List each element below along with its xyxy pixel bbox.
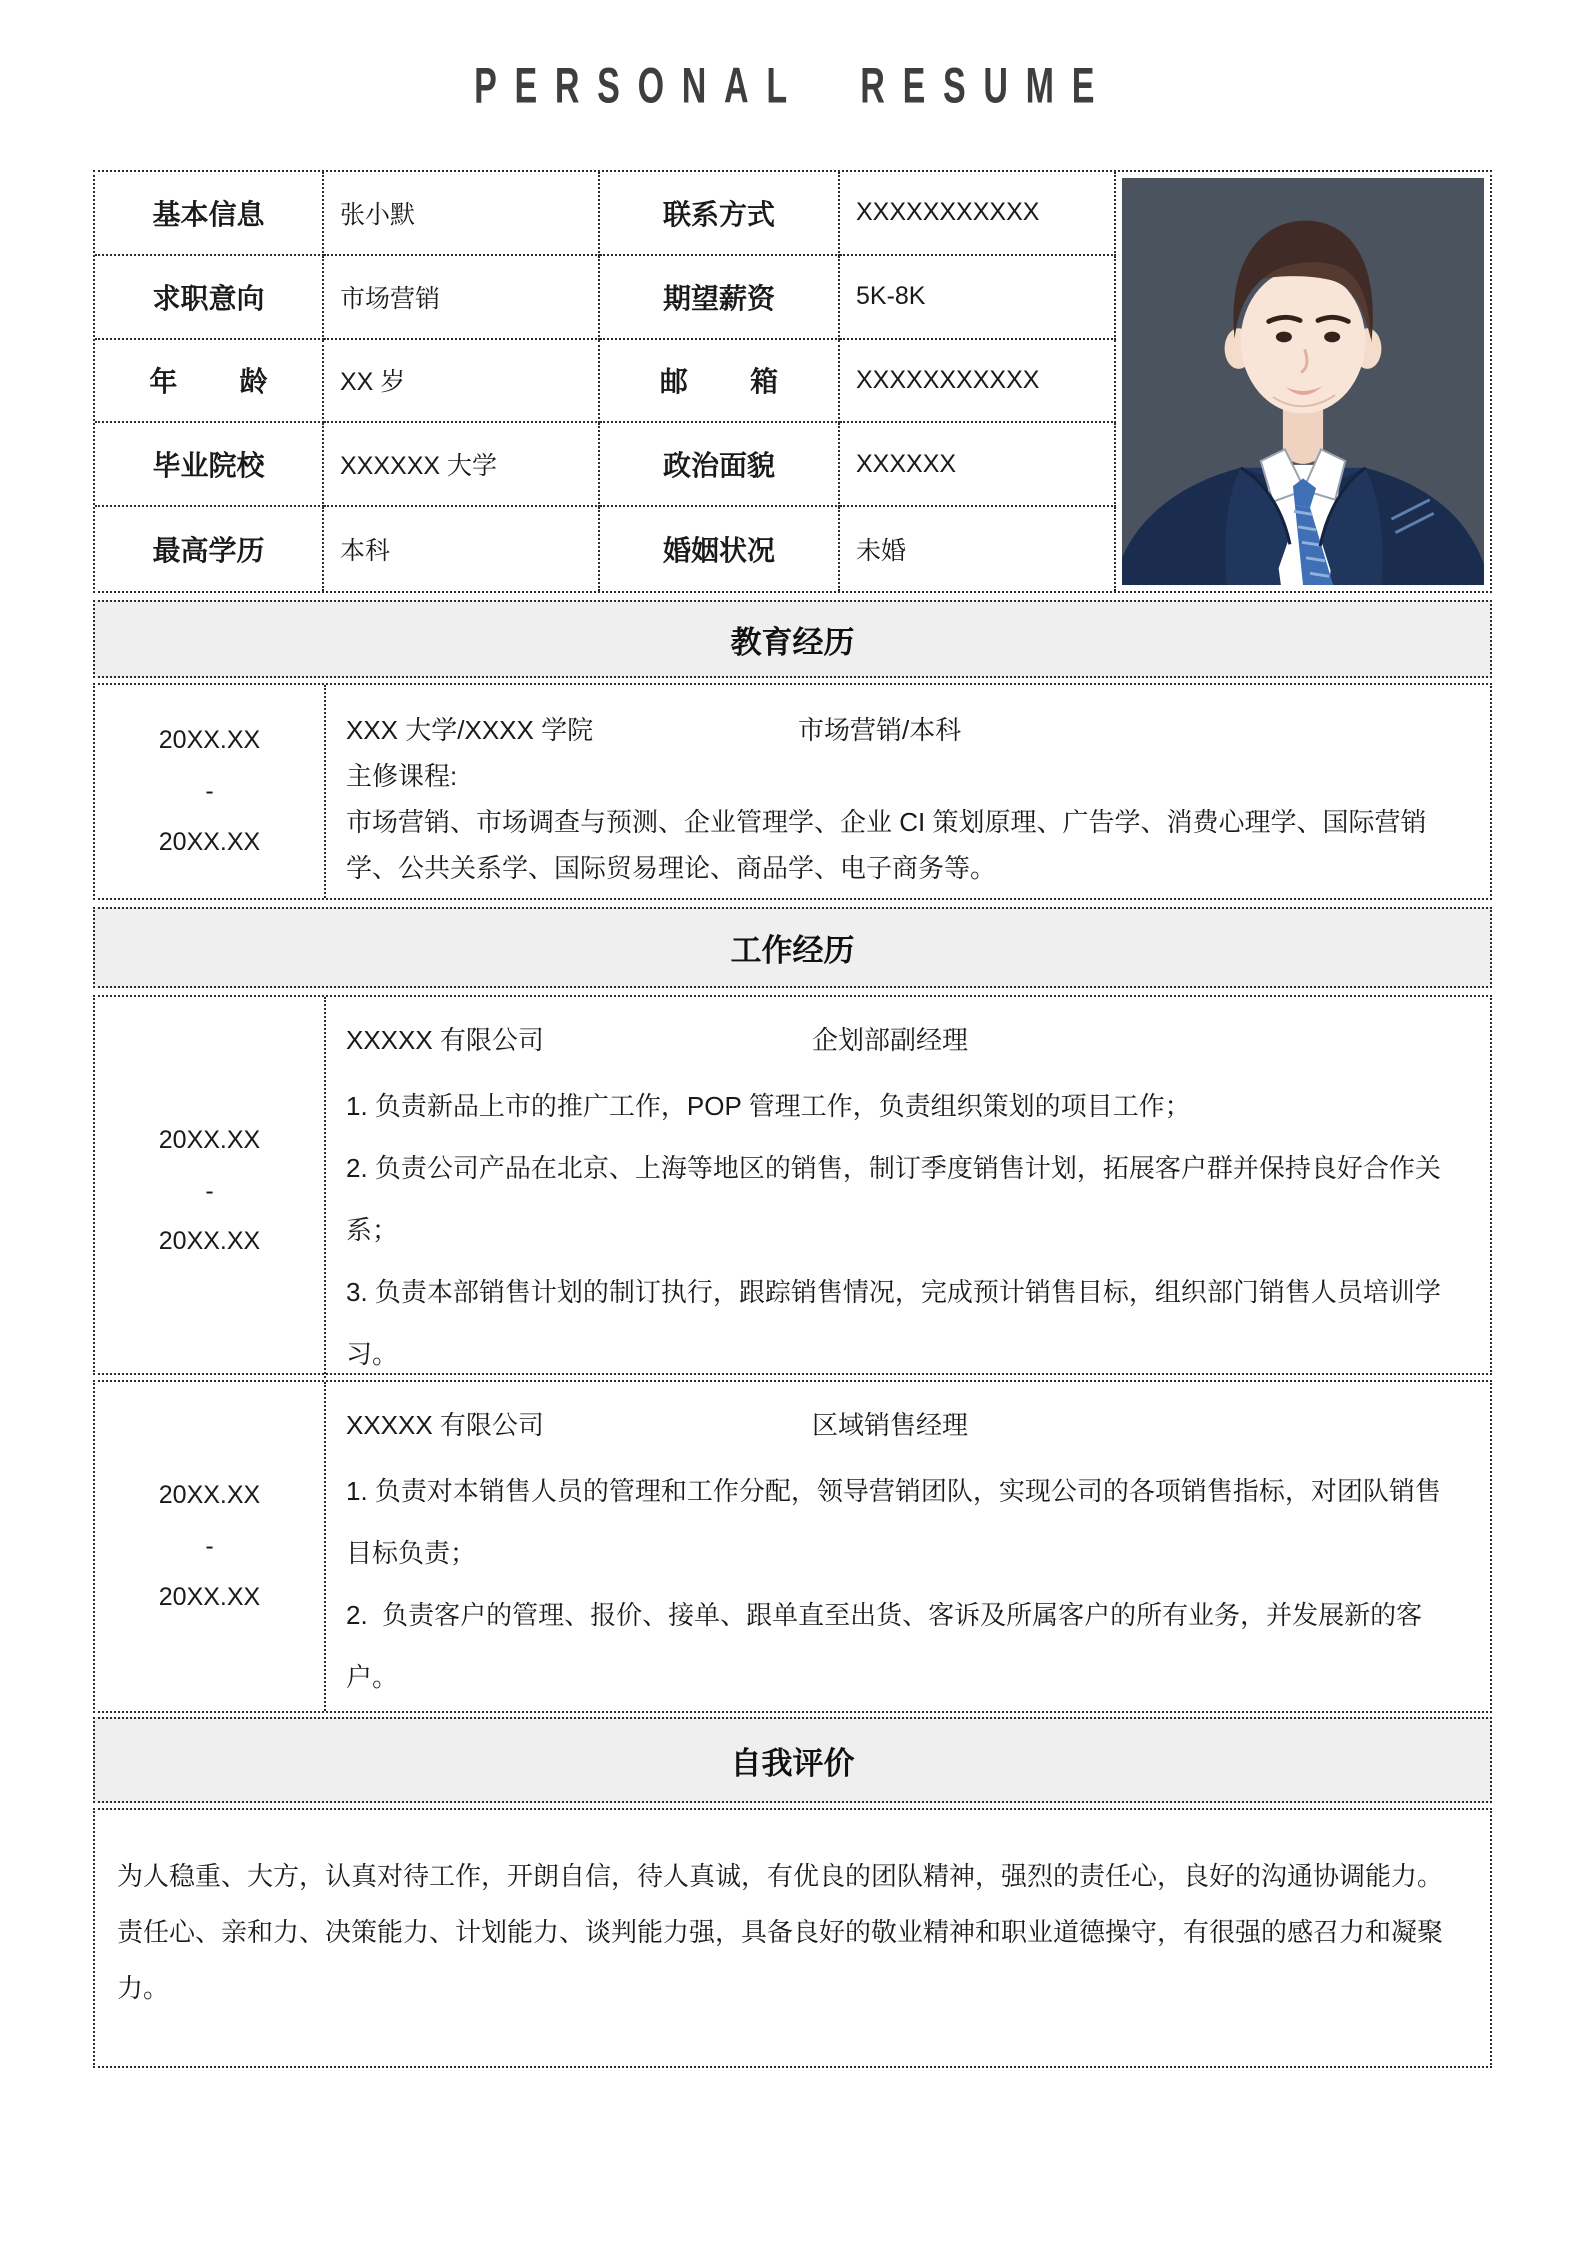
value-expected-salary: 5K-8K xyxy=(840,256,1116,340)
education-period xyxy=(95,685,326,898)
work1-company: XXXXX 有限公司 xyxy=(346,1025,544,1055)
label-expected-salary: 期望薪资 xyxy=(600,256,840,340)
self-evaluation-text: 为人稳重、大方，认真对待工作，开朗自信，待人真诚，有优良的团队精神，强烈的责任心，良好的沟通协调能力。责任心、亲和力、决策能力、计划能力、谈判能力强，具备良好的敬业精神和职业道德操守，有很强的感召力和凝聚力。 xyxy=(117,1861,1444,2003)
education-school-line xyxy=(346,707,1464,753)
value-marital-status: 未婚 xyxy=(840,507,1116,591)
section-header-self-evaluation: 自我评价 xyxy=(93,1717,1492,1803)
work2-position: 区域销售经理 xyxy=(812,1410,969,1440)
label-age: 年 龄 xyxy=(95,340,324,424)
work-entry-1 xyxy=(93,995,1492,1375)
education-courses: 市场营销、市场调查与预测、企业管理学、企业 CI 策划原理、广告学、消费心理学、国际营销学、公共关系学、国际贸易理论、商品学、电子商务等。 xyxy=(346,807,1427,883)
work1-duty-2: 2. 负责公司产品在北京、上海等地区的销售，制订季度销售计划，拓展客户群并保持良好合作关系； xyxy=(346,1153,1441,1245)
label-highest-degree: 最高学历 xyxy=(95,507,324,591)
value-political-status: XXXXXX xyxy=(840,423,1116,507)
period-separator: - xyxy=(205,777,214,806)
value-contact: XXXXXXXXXXX xyxy=(840,172,1116,256)
value-email: XXXXXXXXXXX xyxy=(840,340,1116,424)
value-age: XX 岁 xyxy=(324,340,600,424)
education-period-end: 20XX.XX xyxy=(158,827,261,856)
education-period-start: 20XX.XX xyxy=(158,726,261,755)
basic-info-table xyxy=(93,170,1492,593)
education-major: 市场营销/本科 xyxy=(798,715,962,745)
section-header-work: 工作经历 xyxy=(93,907,1492,988)
work2-company: XXXXX 有限公司 xyxy=(346,1410,544,1440)
work1-duty-3: 3. 负责本部销售计划的制订执行，跟踪销售情况，完成预计销售目标，组织部门销售人员培训学习。 xyxy=(346,1277,1441,1369)
education-school: XXX 大学/XXXX 学院 xyxy=(346,715,594,745)
education-details xyxy=(326,685,1490,898)
work1-period-start: 20XX.XX xyxy=(158,1125,261,1154)
value-job-intention: 市场营销 xyxy=(324,256,600,340)
work1-duty-1: 1. 负责新品上市的推广工作，POP 管理工作，负责组织策划的项目工作； xyxy=(346,1091,1191,1121)
work2-company-line xyxy=(346,1402,1460,1448)
work2-period-start: 20XX.XX xyxy=(158,1481,261,1510)
value-graduate-school: XXXXXX 大学 xyxy=(324,423,600,507)
page-title: PERSONAL RESUME xyxy=(474,56,1113,114)
label-job-intention: 求职意向 xyxy=(95,256,324,340)
value-highest-degree: 本科 xyxy=(324,507,600,591)
label-graduate-school: 毕业院校 xyxy=(95,423,324,507)
page-title-row xyxy=(0,58,1587,112)
portrait-illustration xyxy=(1122,178,1484,585)
work2-details xyxy=(326,1382,1490,1711)
education-entry xyxy=(93,683,1492,900)
label-political-status: 政治面貌 xyxy=(600,423,840,507)
work2-period-end: 20XX.XX xyxy=(158,1582,261,1611)
work1-period xyxy=(95,997,326,1385)
work1-company-line xyxy=(346,1017,1460,1063)
label-email: 邮 箱 xyxy=(600,340,840,424)
period-separator: - xyxy=(205,1176,214,1205)
self-evaluation-box xyxy=(93,1808,1492,2068)
section-header-education: 教育经历 xyxy=(93,600,1492,678)
portrait-photo xyxy=(1116,172,1490,591)
work1-period-end: 20XX.XX xyxy=(158,1227,261,1256)
work-entry-2 xyxy=(93,1380,1492,1713)
period-separator: - xyxy=(205,1532,214,1561)
education-courses-label: 主修课程: xyxy=(346,761,458,791)
work2-duty-2: 2. 负责客户的管理、报价、接单、跟单直至出货、客诉及所属客户的所有业务，并发展新的客户。 xyxy=(346,1600,1423,1692)
work2-period xyxy=(95,1382,326,1711)
work1-details xyxy=(326,997,1490,1385)
work1-position: 企划部副经理 xyxy=(812,1025,969,1055)
label-marital-status: 婚姻状况 xyxy=(600,507,840,591)
label-contact: 联系方式 xyxy=(600,172,840,256)
value-name: 张小默 xyxy=(324,172,600,256)
work2-duty-1: 1. 负责对本销售人员的管理和工作分配，领导营销团队，实现公司的各项销售指标，对团队销售目标负责； xyxy=(346,1476,1441,1568)
label-basic-info: 基本信息 xyxy=(95,172,324,256)
